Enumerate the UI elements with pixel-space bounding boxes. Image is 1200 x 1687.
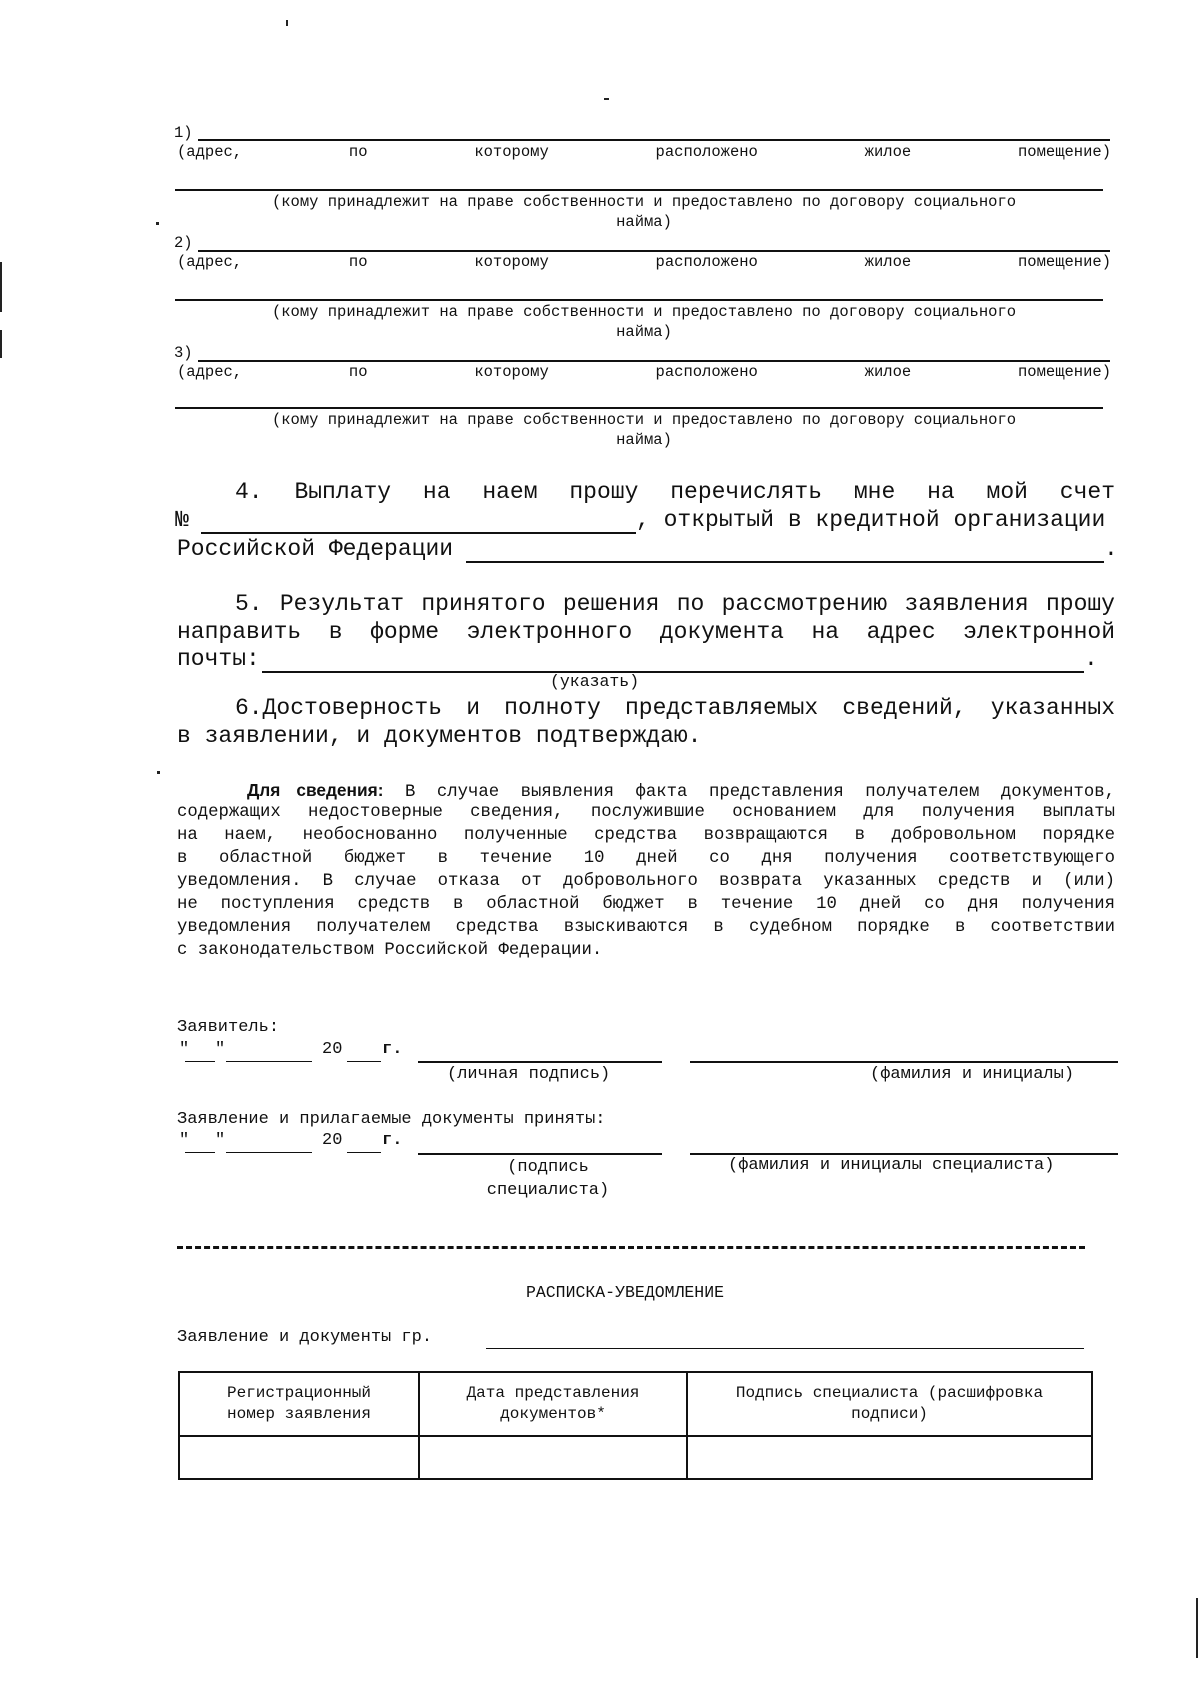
email-field[interactable] <box>262 671 1084 673</box>
number-sign: № <box>175 507 189 533</box>
scan-mark <box>0 262 2 312</box>
header-line: Дата представления <box>466 1384 640 1402</box>
month-field[interactable] <box>226 1061 312 1062</box>
owner-caption-line1: (кому принадлежит на праве собственности и предоставлено по договору социального <box>271 303 1017 321</box>
item-4-end: . <box>1104 536 1118 562</box>
acceptance-label: Заявление и прилагаемые документы приняты: <box>177 1110 606 1129</box>
header-line: подписи) <box>851 1405 928 1423</box>
header-line: документов* <box>500 1405 606 1423</box>
address-caption-row <box>177 253 1111 271</box>
address-caption-word: которому <box>474 363 549 381</box>
address-number: 2) <box>174 234 193 252</box>
info-note-line-8: с законодательством Российской Федерации. <box>177 941 603 960</box>
applicant-name-field[interactable] <box>690 1061 1118 1063</box>
scan-mark <box>1196 1598 1198 1658</box>
owner-caption-line2: найма) <box>616 431 672 449</box>
citizen-name-field[interactable] <box>486 1348 1084 1349</box>
scan-mark <box>157 771 160 774</box>
owner-caption-line1: (кому принадлежит на праве собственности и предоставлено по договору социального <box>271 193 1017 211</box>
year-prefix: 20 <box>322 1040 343 1059</box>
scan-mark <box>156 222 159 225</box>
quote-open: " <box>179 1040 190 1059</box>
address-caption-word: расположено <box>655 253 758 271</box>
info-note-line-5: уведомления. В случае отказа от добровольного возврата указанных средств и (или) <box>177 872 1115 891</box>
item-5-line-1: 5. Результат принятого решения по рассмотрению заявления прошу <box>235 591 1115 617</box>
registration-number-cell[interactable] <box>179 1436 419 1479</box>
quote-close: " <box>215 1131 226 1150</box>
info-note-text: В случае выявления факта представления получателем документов, <box>405 783 1115 802</box>
header-line: Подпись специалиста (расшифровка <box>735 1384 1044 1402</box>
item-5-line-3: почты: <box>177 646 260 672</box>
header-registration-number <box>179 1372 419 1436</box>
owner-caption-line2: найма) <box>616 213 672 231</box>
address-caption-word: помещение) <box>1017 363 1111 381</box>
cut-line <box>177 1246 1085 1249</box>
applicant-signature-field[interactable] <box>418 1061 662 1063</box>
address-line <box>198 250 1110 252</box>
info-note-line-1 <box>177 779 1115 805</box>
address-number: 1) <box>174 124 193 142</box>
year-prefix: 20 <box>322 1131 343 1150</box>
year-field[interactable] <box>347 1061 381 1062</box>
address-caption-word: расположено <box>655 143 758 161</box>
receipt-intro: Заявление и документы гр. <box>177 1328 433 1347</box>
year-suffix: г. <box>382 1040 403 1059</box>
quote-close: " <box>215 1040 226 1059</box>
specialist-signature-cell[interactable] <box>687 1436 1092 1479</box>
caption-line-1: (подпись <box>507 1158 589 1177</box>
owner-caption <box>177 192 1111 232</box>
owner-line <box>175 189 1103 191</box>
month-field[interactable] <box>226 1152 312 1153</box>
owner-caption <box>177 410 1111 450</box>
address-caption-word: жилое <box>864 253 912 271</box>
account-number-field[interactable] <box>201 532 636 534</box>
address-caption-row <box>177 363 1111 381</box>
signature-caption: (личная подпись) <box>447 1065 611 1084</box>
address-caption-word: по <box>348 253 368 271</box>
owner-caption-line2: найма) <box>616 323 672 341</box>
specialist-signature-caption <box>458 1156 638 1202</box>
info-note-heading: Для сведения: <box>247 780 384 800</box>
address-caption-word: жилое <box>864 143 912 161</box>
header-submission-date <box>419 1372 687 1436</box>
scan-mark <box>286 20 288 26</box>
year-suffix: г. <box>382 1131 403 1150</box>
address-caption-word: которому <box>474 253 549 271</box>
receipt-table <box>178 1371 1093 1480</box>
specialist-name-field[interactable] <box>690 1153 1118 1155</box>
bank-name-field[interactable] <box>466 561 1104 563</box>
owner-line <box>175 299 1103 301</box>
address-caption-word: (адрес, <box>177 253 243 271</box>
year-field[interactable] <box>347 1152 381 1153</box>
item-5-end: . <box>1084 646 1098 672</box>
address-line <box>198 360 1110 362</box>
scan-mark <box>604 98 609 100</box>
info-note-line-6: не поступления средств в областной бюджет в течение 10 дней со дня получения <box>177 895 1115 914</box>
table-row <box>179 1436 1092 1479</box>
specialist-signature-field[interactable] <box>418 1153 662 1155</box>
header-specialist-signature <box>687 1372 1092 1436</box>
day-field[interactable] <box>185 1061 215 1062</box>
address-caption-word: которому <box>474 143 549 161</box>
item-5-line-2: направить в форме электронного документа на адрес электронной <box>177 619 1115 645</box>
address-caption-word: (адрес, <box>177 363 243 381</box>
submission-date-cell[interactable] <box>419 1436 687 1479</box>
address-caption-word: (адрес, <box>177 143 243 161</box>
quote-open: " <box>179 1131 190 1150</box>
owner-caption <box>177 302 1111 342</box>
owner-line <box>175 407 1103 409</box>
address-caption-word: расположено <box>655 363 758 381</box>
day-field[interactable] <box>185 1152 215 1153</box>
address-caption-word: жилое <box>864 363 912 381</box>
item-4-line-3: Российской Федерации <box>177 536 454 562</box>
owner-caption-line1: (кому принадлежит на праве собственности и предоставлено по договору социального <box>271 411 1017 429</box>
address-line <box>198 139 1110 141</box>
info-note-line-3: на наем, необоснованно полученные средства возвращаются в добровольном порядке <box>177 826 1115 845</box>
receipt-title: РАСПИСКА-УВЕДОМЛЕНИЕ <box>525 1283 725 1302</box>
address-caption-word: по <box>348 363 368 381</box>
info-note-line-2: содержащих недостоверные сведения, послужившие основанием для получения выплаты <box>177 803 1115 822</box>
email-caption: (указать) <box>550 672 640 691</box>
name-caption: (фамилия и инициалы) <box>870 1065 1075 1084</box>
address-caption-word: помещение) <box>1017 253 1111 271</box>
header-line: номер заявления <box>226 1405 372 1423</box>
specialist-name-caption: (фамилия и инициалы специалиста) <box>728 1156 1055 1175</box>
address-caption-row <box>177 143 1111 161</box>
scan-mark <box>0 330 2 358</box>
table-header-row <box>179 1372 1092 1436</box>
header-line: Регистрационный <box>226 1384 372 1402</box>
item-4-line-1: 4. Выплату на наем прошу перечислять мне на мой счет <box>235 479 1115 505</box>
item-6-line-1: 6.Достоверность и полноту представляемых сведений, указанных <box>235 695 1115 721</box>
address-caption-word: помещение) <box>1017 143 1111 161</box>
caption-line-2: специалиста) <box>486 1181 610 1200</box>
item-6-line-2: в заявлении, и документов подтверждаю. <box>177 723 702 749</box>
applicant-label: Заявитель: <box>177 1018 280 1037</box>
info-note-line-4: в областной бюджет в течение 10 дней со дня получения соответствующего <box>177 849 1115 868</box>
item-4-line-2: , открытый в кредитной организации <box>636 507 1106 533</box>
address-caption-word: по <box>348 143 368 161</box>
info-note-line-7: уведомления получателем средства взыскиваются в судебном порядке в соответствии <box>177 918 1115 937</box>
address-number: 3) <box>174 344 193 362</box>
